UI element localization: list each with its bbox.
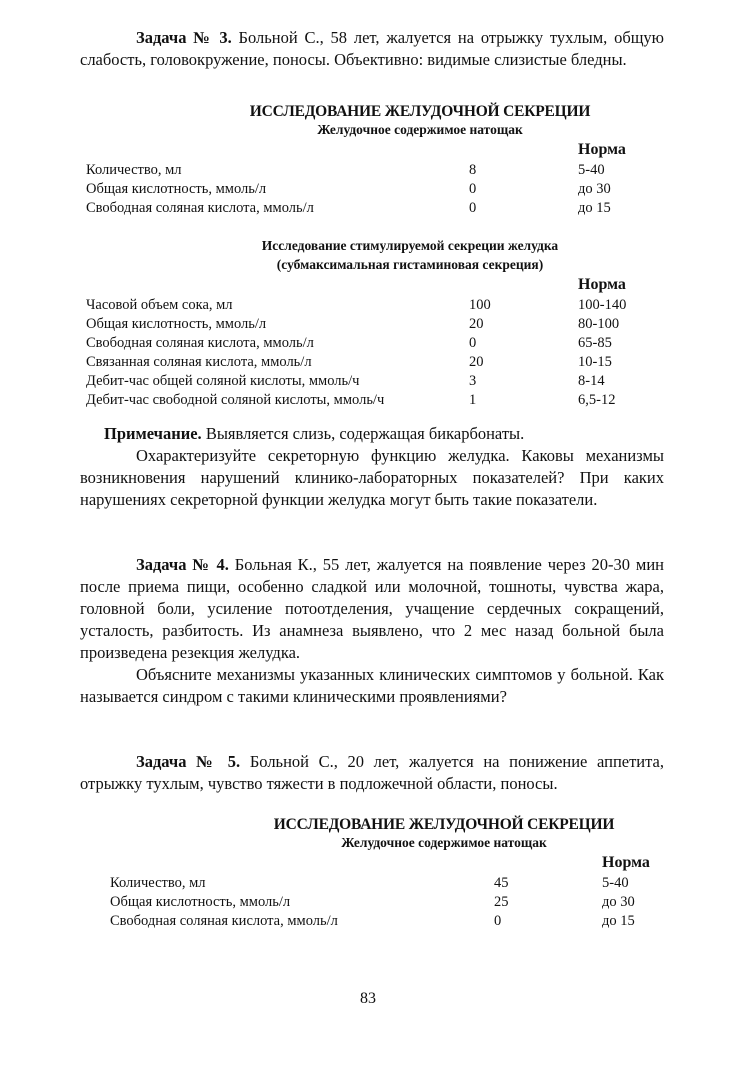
- row-norm: 10-15: [578, 354, 612, 370]
- row-norm: 5-40: [578, 162, 605, 178]
- row-value: 45: [494, 875, 509, 891]
- task4-label: Задача № 4.: [136, 555, 229, 574]
- task5-norma-header: Норма: [602, 854, 650, 871]
- row-name: Связанная соляная кислота, ммоль/л: [86, 354, 312, 370]
- task3-fasting-title: Желудочное содержимое натощак: [317, 122, 523, 137]
- row-name: Свободная соляная кислота, ммоль/л: [86, 335, 314, 351]
- task3-intro: [80, 27, 664, 71]
- note-text: Выявляется слизь, содержащая бикарбонаты.: [201, 424, 525, 443]
- row-name: Количество, мл: [86, 162, 182, 178]
- row-name: Свободная соляная кислота, ммоль/л: [86, 200, 314, 216]
- task3-stim-row: [0, 371, 736, 391]
- row-value: 1: [469, 392, 477, 408]
- row-value: 8: [469, 162, 477, 178]
- task3-heading: ИССЛЕДОВАНИЕ ЖЕЛУДОЧНОЙ СЕКРЕЦИИ: [249, 103, 591, 120]
- task5-body: Больной С., 20 лет, жалуется на понижение аппетита, отрыжку тухлым, чувство тяжести в подложечной области, поносы.: [80, 752, 664, 793]
- task3-label: Задача № 3.: [136, 28, 232, 47]
- task3-stim-title-line1: Исследование стимулируемой секреции желудка: [261, 238, 559, 253]
- task3-stim-row: [0, 333, 736, 353]
- task4-question: Объясните механизмы указанных клинических симптомов у больной. Как называется синдром с такими клиническими проявлениями?: [80, 665, 664, 706]
- task5-heading: ИССЛЕДОВАНИЕ ЖЕЛУДОЧНОЙ СЕКРЕЦИИ: [273, 816, 615, 833]
- task4-text: [80, 554, 664, 664]
- row-norm: 100-140: [578, 297, 627, 313]
- row-value: 25: [494, 894, 509, 910]
- row-name: Общая кислотность, ммоль/л: [110, 894, 291, 910]
- task3-fasting-row: [0, 198, 736, 218]
- row-value: 100: [469, 297, 491, 313]
- task3-stim-row: [0, 295, 736, 315]
- task3-note: [104, 423, 674, 445]
- row-value: 20: [469, 316, 484, 332]
- task5-text: [80, 751, 664, 795]
- row-norm: до 30: [602, 894, 635, 910]
- task3-stim-row: [0, 314, 736, 334]
- task3-stim-row: [0, 390, 736, 410]
- page-number: 83: [360, 990, 376, 1007]
- task5-fasting-row: [0, 873, 736, 893]
- row-norm: до 15: [602, 913, 635, 929]
- row-norm: 6,5-12: [578, 392, 616, 408]
- row-name: Общая кислотность, ммоль/л: [86, 181, 267, 197]
- task4-body: Больная К., 55 лет, жалуется на появление через 20-30 мин после приема пищи, особенно сладкой или молочной, тошноты, чувства жара, головной боли, усиление потоотделения, учащение сердечных сокращений, усталость, разбитость. Из анамнеза выявлено, что 2 мес назад больной была произведена резекция желудка.: [80, 555, 664, 662]
- task3-fasting-row: [0, 179, 736, 199]
- task3-stim-title-line2: (субмаксимальная гистаминовая секреция): [276, 257, 544, 272]
- row-value: 20: [469, 354, 484, 370]
- row-value: 0: [469, 181, 477, 197]
- task3-text: Больной С., 58 лет, жалуется на отрыжку тухлым, общую слабость, головокружение, поносы. Объективно: видимые слизистые бледны.: [80, 28, 664, 69]
- task3-stim-row: [0, 352, 736, 372]
- task3-fasting-row: [0, 160, 736, 180]
- task5-fasting-row: [0, 892, 736, 912]
- row-name: Дебит-час общей соляной кислоты, ммоль/ч: [86, 373, 360, 389]
- row-value: 0: [494, 913, 502, 929]
- row-norm: до 15: [578, 200, 611, 216]
- row-name: Свободная соляная кислота, ммоль/л: [110, 913, 338, 929]
- row-norm: 8-14: [578, 373, 605, 389]
- row-value: 0: [469, 335, 477, 351]
- row-norm: до 30: [578, 181, 611, 197]
- task5-fasting-title: Желудочное содержимое натощак: [341, 835, 547, 850]
- row-value: 3: [469, 373, 477, 389]
- row-value: 0: [469, 200, 477, 216]
- row-norm: 5-40: [602, 875, 629, 891]
- task5-label: Задача № 5.: [136, 752, 241, 771]
- task3-norma-header: Норма: [578, 141, 626, 158]
- row-name: Количество, мл: [110, 875, 206, 891]
- row-name: Часовой объем сока, мл: [86, 297, 233, 313]
- task3-question: Охарактеризуйте секреторную функцию желудка. Каковы механизмы возникновения нарушений клинико-лабораторных показателей? При каких нарушениях секреторной функции желудка могут быть такие показатели.: [80, 446, 664, 509]
- task5-fasting-row: [0, 911, 736, 931]
- note-label: Примечание.: [104, 424, 202, 443]
- row-name: Общая кислотность, ммоль/л: [86, 316, 267, 332]
- row-norm: 65-85: [578, 335, 612, 351]
- row-name: Дебит-час свободной соляной кислоты, ммоль/ч: [86, 392, 385, 408]
- row-norm: 80-100: [578, 316, 620, 332]
- task3-stim-norma-header: Норма: [578, 276, 626, 293]
